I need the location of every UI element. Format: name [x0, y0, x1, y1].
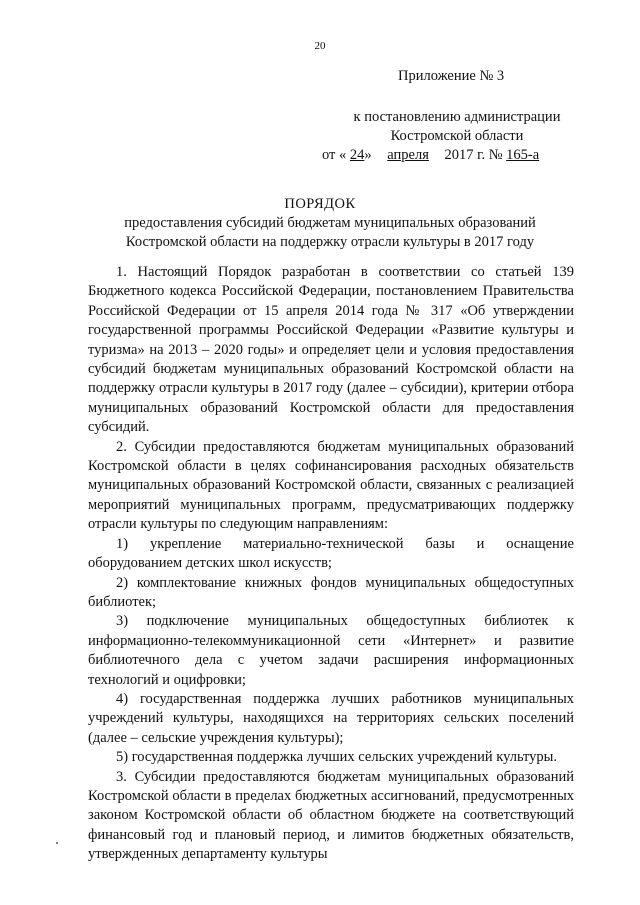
resolution-date-line — [322, 147, 539, 164]
paragraph-3: 3. Субсидии предоставляются бюджетам муниципальных образований Костромской области в пределах бюджетных ассигнований, предусмотренных законом Костромской области об областном бюджете на соответствующий финансовый год и плановый период, и лимитов бюджетных обязательств, утвержденных департаменту культуры — [88, 768, 574, 863]
list-item-3: 3) подключение муниципальных общедоступных библиотек к информационно-телекоммуникационной сети «Интернет» и развитие библиотечного дела с учетом задачи расширения информационных технологий и оцифровки; — [88, 613, 574, 688]
date-year: 2017 г. № — [444, 147, 503, 163]
document-title: ПОРЯДОК — [284, 196, 356, 212]
list-item-2: 2) комплектование книжных фондов муниципальных общедоступных библиотек; — [88, 574, 574, 610]
list-item-1: 1) укрепление материально-технической базы и оснащение оборудованием детских школ искусств; — [88, 535, 574, 572]
date-day: 24 — [349, 147, 365, 163]
document-body — [88, 263, 574, 865]
date-month: апреля — [387, 147, 429, 163]
paragraph-1: 1. Настоящий Порядок разработан в соответствии со статьей 139 Бюджетного кодекса Российской Федерации, постановлением Правительства Российской Федерации от 15 апреля 2014 года № 317 «Об утверждении государственной программы Российской Федерации «Развитие культуры и туризма» на 2013 – 2020 годы» и определяет цели и условия предоставления субсидий бюджетам муниципальных образований Костромской области на поддержку отрасли культуры в 2017 году (далее – субсидии), критерии отбора муниципальных образований Костромской области для предоставления субсидий. — [88, 264, 574, 436]
scan-speck — [56, 842, 58, 844]
document-subtitle: предоставления субсидий бюджетам муниципальных образований Костромской области на поддержку отрасли культуры в 2017 году — [124, 215, 536, 250]
date-prefix: от « — [322, 147, 347, 163]
page-number: 20 — [314, 40, 326, 52]
date-mid: » — [364, 147, 372, 163]
addressee-block: к постановлению администрации Костромской области — [353, 109, 561, 144]
list-item-4: 4) государственная поддержка лучших работников муниципальных учреждений культуры, находящихся на территориях сельских поселений (далее – сельские учреждения культуры); — [88, 690, 574, 746]
resolution-number: 165-а — [506, 147, 540, 163]
appendix-heading: Приложение № 3 — [398, 68, 505, 84]
list-item-5: 5) государственная поддержка лучших сельских учреждений культуры. — [116, 749, 558, 766]
paragraph-2: 2. Субсидии предоставляются бюджетам муниципальных образований Костромской области в целях софинансирования расходных обязательств муниципальных образований Костромской области, связанных с реализацией мероприятий муниципальных программ, предусматривающих поддержку отрасли культуры по следующим направлениям: — [88, 438, 574, 533]
